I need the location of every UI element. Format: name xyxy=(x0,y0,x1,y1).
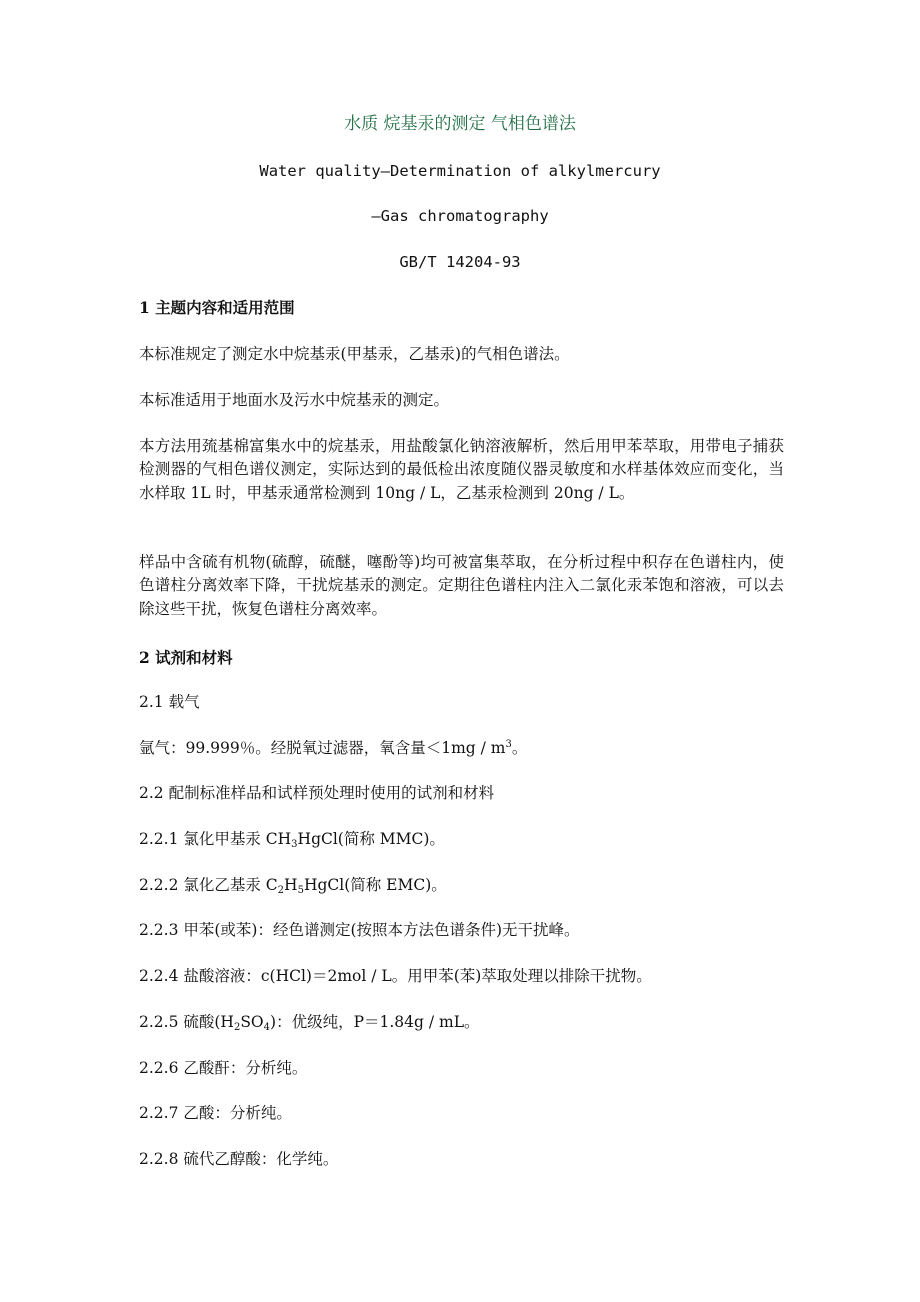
document-title-cn: 水质 烷基汞的测定 气相色谱法 xyxy=(344,114,576,134)
carrier-gas-text: 氩气：99.999％。经脱氧过滤器，氧含量＜1mg / m xyxy=(139,739,506,757)
reagent-text: H xyxy=(284,876,298,894)
reagent-text: 2.2.2 氯化乙基汞 C xyxy=(139,876,278,894)
reagent-item-2-2-2 xyxy=(139,874,784,897)
subscript: 3 xyxy=(291,839,298,850)
subscript: 5 xyxy=(297,885,304,896)
document-title-en-line1: Water quality—Determination of alkylmercury xyxy=(259,162,661,180)
subscript: 4 xyxy=(263,1022,271,1033)
reagent-text: 2.2.5 硫酸(H xyxy=(139,1013,234,1031)
superscript: 3 xyxy=(505,739,512,750)
section-2-1-heading: 2.1 载气 xyxy=(139,693,200,711)
subscript: 2 xyxy=(233,1022,241,1033)
reagent-item-2-2-3: 2.2.3 甲苯(或苯)：经色谱测定(按照本方法色谱条件)无干扰峰。 xyxy=(139,921,580,939)
section-1-paragraph-3: 本方法用巯基棉富集水中的烷基汞，用盐酸氯化钠溶液解析，然后用甲苯萃取，用带电子捕获检测器的气相色谱仪测定，实际达到的最低检出浓度随仪器灵敏度和水样基体效应而变化，当水样取 1L 时，甲基汞通常检测到 10ng / L，乙基汞检测到 20ng / L。 xyxy=(139,437,784,502)
section-2-2-heading: 2.2 配制标准样品和试样预处理时使用的试剂和材料 xyxy=(139,784,495,802)
reagent-item-2-2-7: 2.2.7 乙酸：分析纯。 xyxy=(139,1104,292,1122)
reagent-item-2-2-8: 2.2.8 硫代乙醇酸：化学纯。 xyxy=(139,1150,339,1168)
carrier-gas-text-end: 。 xyxy=(511,739,528,757)
reagent-text: )：优级纯，P＝1.84g / mL。 xyxy=(270,1013,480,1031)
reagent-item-2-2-1 xyxy=(139,828,784,851)
subscript: 2 xyxy=(277,885,285,896)
section-1-paragraph-4: 样品中含硫有机物(硫醇，硫醚，噻酚等)均可被富集萃取，在分析过程中积存在色谱柱内，使色谱柱分离效率下降，干扰烷基汞的测定。定期往色谱柱内注入二氯化汞苯饱和溶液，可以去除这些干扰，恢复色谱柱分离效率。 xyxy=(139,553,784,618)
carrier-gas-spec xyxy=(139,737,784,760)
section-1-paragraph-2: 本标准适用于地面水及污水中烷基汞的测定。 xyxy=(139,391,450,409)
document-title-en-line2: —Gas chromatography xyxy=(371,207,549,225)
reagent-text: HgCl(简称 EMC)。 xyxy=(303,876,447,894)
reagent-text: HgCl(简称 MMC)。 xyxy=(297,830,445,848)
reagent-text: 2.2.1 氯化甲基汞 CH xyxy=(139,830,292,848)
reagent-text: SO xyxy=(240,1013,264,1031)
reagent-item-2-2-5 xyxy=(139,1011,784,1034)
section-1-heading: 1 主题内容和适用范围 xyxy=(139,298,295,317)
section-1-paragraph-1: 本标准规定了测定水中烷基汞(甲基汞，乙基汞)的气相色谱法。 xyxy=(139,345,570,363)
section-2-heading: 2 试剂和材料 xyxy=(139,648,233,667)
standard-number: GB/T 14204-93 xyxy=(399,253,521,271)
reagent-item-2-2-4: 2.2.4 盐酸溶液：c(HCl)＝2mol / L。用甲苯(苯)萃取处理以排除干扰物。 xyxy=(139,967,652,985)
reagent-item-2-2-6: 2.2.6 乙酸酐：分析纯。 xyxy=(139,1059,308,1077)
